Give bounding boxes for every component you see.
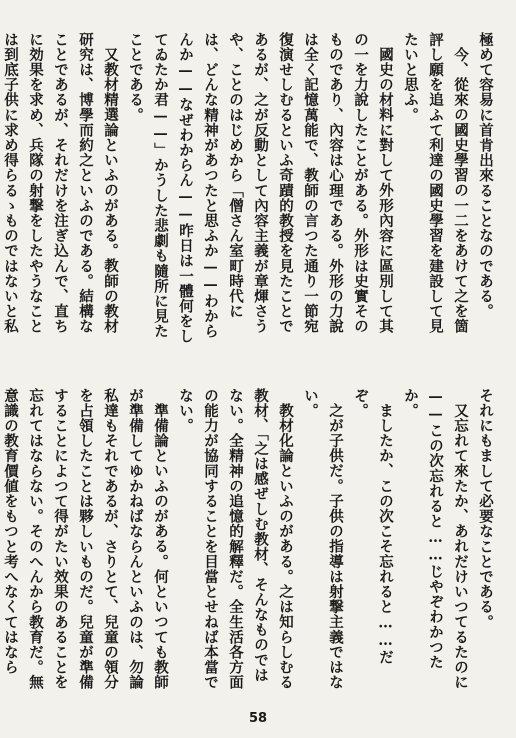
upper-text-block: [2, 32, 498, 348]
paragraph: それにもまして必要なことである。: [477, 388, 494, 630]
paragraph: 又忘れて來たか、あれだけいつてるたのに——この次忘れると……じやぞわかつたか。: [402, 388, 469, 690]
paragraph: 極めて容易に首肯出來ることなのである。: [477, 32, 494, 319]
paragraph: 今、從來の國史學習の一二をあけて之を箇評し願を追ふて利達の國史學習を建設して見たいと思ふ。: [402, 32, 469, 334]
paragraph: 國史の材料に對して外形內容に區別して其の一を力說したことがある。外形は史實そのものであり、內容は心理である。外形の力說は全く記憶萬能で、教師の言つた通り一節宛復演せしむるといふ奇蹟的教授を見たことであるが、之が反動として內容主義が章煇さうや、ことのはじめから「僧さん室町時代には、どんな精神があつたと思ふか——わからんか——なぜわからん——昨日は一體何をしてゐたか君——」かうした悲劇も隨所に見たことである。: [127, 32, 394, 344]
page-number: 58: [248, 711, 268, 726]
paragraph: 準備論といふのがある。何といつても教師が準備してゆかねばならんといふのは、勿論私達もそれであるが、さりとて、兒童の領分を占領したことは夥しいものだ。兒童が準備することによつて得がたい效果のあることを忘れてはならない。そのへんから教育だ。無意識の教育價値をもつと考へなくてはなら: [2, 388, 169, 690]
paragraph: 教材化論といふのがある。之は知らしむる教材、「之は感ぜしむ教材、そんなものではない。全精神の追憶的解釋だ。全生活各方面の能力が協同することを目當とせねば本當でない。: [177, 388, 294, 690]
paragraph: 之が子供だ。子供の指導は射撃主義ではない。: [302, 388, 344, 690]
paragraph: 又教材精選論といふのがある。教師の教材研究は、博學而約之といふのである。結構なことであるが、それだけを注ぎ込んで、直ちに効果を求め、兵隊の射撃をしたやうなことは到底子供に求め得らるゝものではないと私: [2, 32, 119, 334]
lower-text-block: [2, 388, 498, 694]
paragraph: ましたか、この次こそ忘れると……だぞ。: [352, 388, 394, 665]
